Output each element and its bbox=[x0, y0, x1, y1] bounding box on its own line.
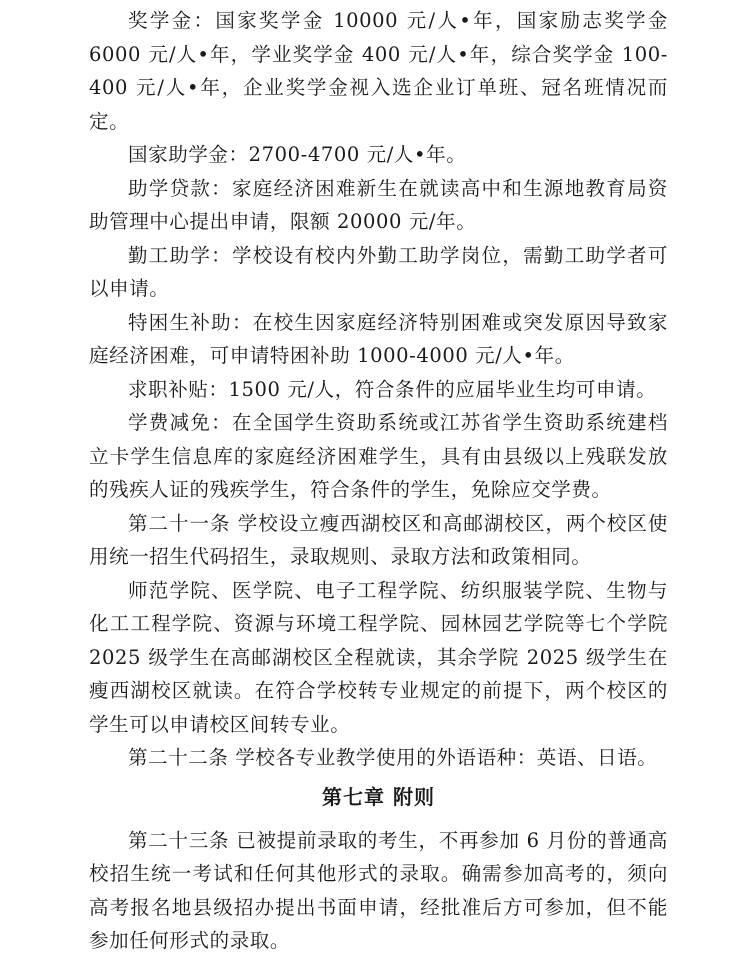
paragraph-work-study: 勤工助学：学校设有校内外勤工助学岗位，需勤工助学者可以申请。 bbox=[89, 243, 668, 300]
paragraph-article-23: 第二十三条 已被提前录取的考生，不再参加 6 月份的普通高校招生统一考试和任何其他形式的录取。确需参加高考的，须向高考报名地县级招办提出书面申请，经批准后方可参加，但不能参加任何形式的录取。 bbox=[89, 828, 668, 952]
paragraph-article-22: 第二十二条 学校各专业教学使用的外语语种：英语、日语。 bbox=[128, 746, 658, 769]
paragraph-campus-assignment: 师范学院、医学院、电子工程学院、纺织服装学院、生物与化工工程学院、资源与环境工程学院、园林园艺学院等七个学院 2025 级学生在高邮湖校区全程就读，其余学院 2025 级学生在瘦西湖校区就读。在符合学校转专业规定的前提下，两个校区的学生可以申请校区间转专业。 bbox=[89, 578, 675, 736]
paragraph-job-seeking-subsidy: 求职补贴：1500 元/人，符合条件的应届毕业生均可申请。 bbox=[128, 377, 657, 401]
paragraph-tuition-waiver: 学费减免：在全国学生资助系统或江苏省学生资助系统建档立卡学生信息库的家庭经济困难学生，具有由县级以上残联发放的残疾人证的残疾学生，符合条件的学生，免除应交学费。 bbox=[89, 411, 668, 501]
chapter-title: 第七章 附则 bbox=[322, 784, 435, 809]
paragraph-student-loan: 助学贷款：家庭经济困难新生在就读高中和生源地教育局资助管理中心提出申请，限额 20000 元/年。 bbox=[89, 176, 668, 233]
paragraph-national-grant: 国家助学金：2700-4700 元/人•年。 bbox=[128, 143, 467, 166]
paragraph-article-21: 第二十一条 学校设立瘦西湖校区和高邮湖校区，两个校区使用统一招生代码招生，录取规则、录取方法和政策相同。 bbox=[89, 511, 668, 568]
paragraph-scholarship: 奖学金：国家奖学金 10000 元/人•年，国家励志奖学金 6000 元/人•年，学业奖学金 400 元/人•年，综合奖学金 100-400 元/人•年，企业奖学金视入选企业订单班、冠名班情况而定。 bbox=[89, 9, 675, 133]
paragraph-hardship-subsidy: 特困生补助：在校生因家庭经济特别困难或突发原因导致家庭经济困难，可申请特困补助 1000-4000 元/人•年。 bbox=[89, 310, 668, 367]
